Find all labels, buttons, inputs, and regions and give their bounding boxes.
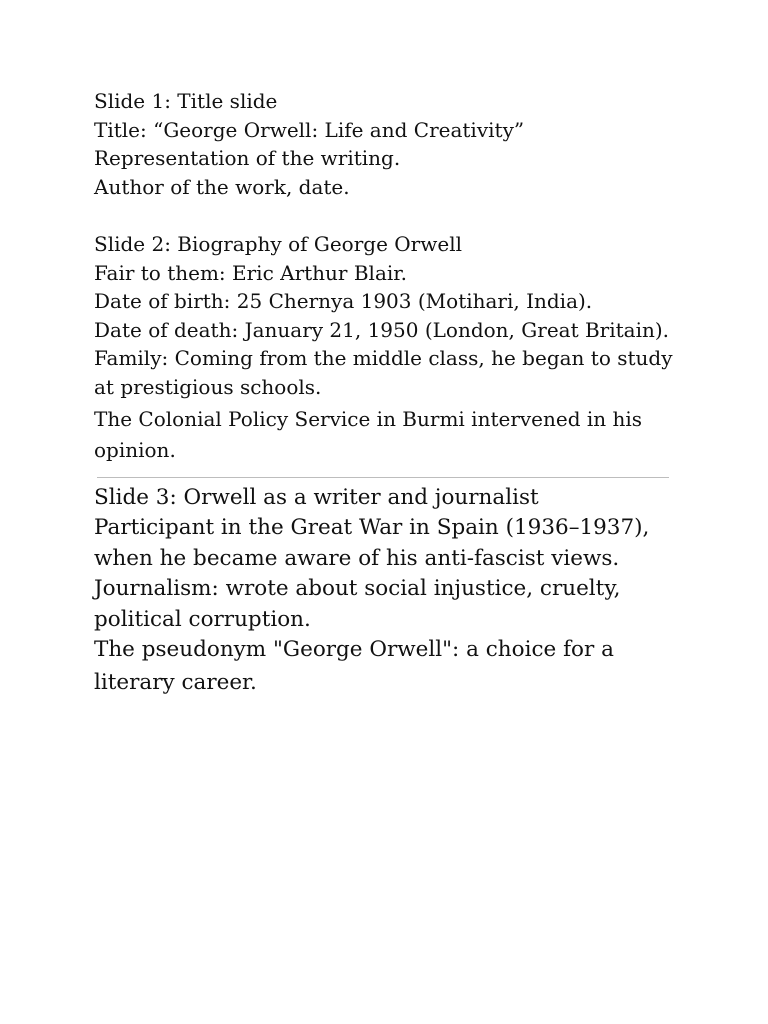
slide-3-pseudonym-line: The pseudonym "George Orwell": a choice for a bbox=[94, 637, 614, 663]
slide-2-family-line-cont: at prestigious schools. bbox=[94, 374, 322, 399]
slide-1-section bbox=[94, 87, 694, 201]
slide-3-pseudonym-line-cont: literary career. bbox=[94, 670, 257, 696]
slide-2-service-line: The Colonial Policy Service in Burmi intervened in his bbox=[94, 406, 643, 431]
slide-3-journalism-line: Journalism: wrote about social injustice, cruelty, bbox=[94, 576, 621, 602]
slide-1-representation-line: Representation of the writing. bbox=[94, 146, 401, 171]
slide-3-journalism-line-cont: political corruption. bbox=[94, 606, 311, 632]
slide-3-war-line-cont: when he became aware of his anti-fascist views. bbox=[94, 545, 620, 571]
slide-2-birth-line: Date of birth: 25 Chernya 1903 (Motihari, India). bbox=[94, 289, 593, 314]
slide-1-title-line: Title: “George Orwell: Life and Creativity” bbox=[94, 117, 525, 142]
slide-2-service-line-cont: opinion. bbox=[94, 438, 176, 463]
slide-2-death-line: Date of death: January 21, 1950 (London, Great Britain). bbox=[94, 317, 670, 342]
slide-2-name-line: Fair to them: Eric Arthur Blair. bbox=[94, 260, 407, 285]
slide-2-section bbox=[94, 230, 694, 465]
slide-1-heading: Slide 1: Title slide bbox=[94, 89, 278, 113]
slide-3-war-line: Participant in the Great War in Spain (1936–1937), bbox=[94, 515, 650, 541]
slide-2-heading: Slide 2: Biography of George Orwell bbox=[94, 232, 462, 256]
slide-1-author-line: Author of the work, date. bbox=[94, 174, 350, 199]
slide-3-section bbox=[94, 483, 694, 699]
slide-2-family-line: Family: Coming from the middle class, he began to study bbox=[94, 346, 673, 371]
section-divider bbox=[97, 477, 669, 478]
slide-3-heading: Slide 3: Orwell as a writer and journalist bbox=[94, 485, 539, 510]
